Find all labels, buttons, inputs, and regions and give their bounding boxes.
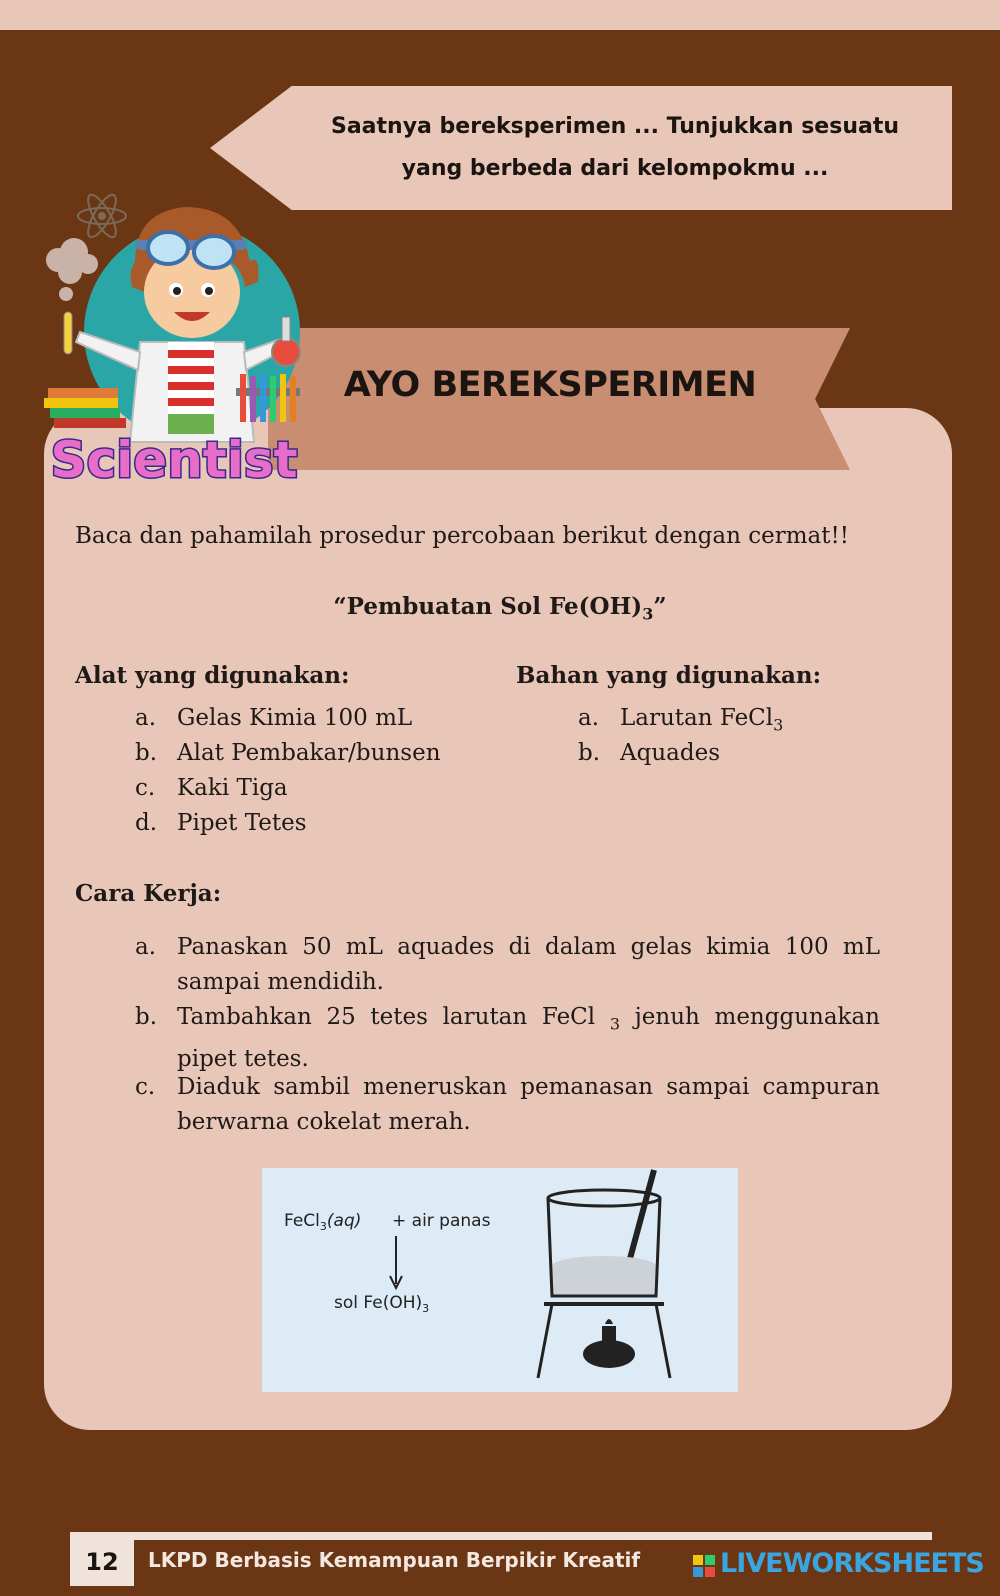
procedure-step: a. Panaskan 50 mL aquades di dalam gelas kimia 100 mL sampai mendidih. xyxy=(135,934,880,995)
page-number: 12 xyxy=(70,1540,134,1586)
liveworksheets-brand[interactable]: LIVEWORKSHEETS xyxy=(720,1548,984,1579)
procedure-step: b. Tambahkan 25 tetes larutan FeCl $_3$ jenuh menggunakan pipet tetes. xyxy=(135,1004,880,1072)
material-item: b. Aquades xyxy=(578,740,720,766)
tool-item: a. Gelas Kimia 100 mL xyxy=(135,705,413,731)
intro-line-1: Saatnya bereksperimen ... Tunjukkan sesuatu xyxy=(330,114,900,139)
procedure-step: c. Diaduk sambil meneruskan pemanasan sampai campuran berwarna cokelat merah. xyxy=(135,1074,880,1135)
tools-heading: Alat yang digunakan: xyxy=(75,662,350,689)
tool-item: c. Kaki Tiga xyxy=(135,775,288,801)
intro-line-2: yang berbeda dari kelompokmu ... xyxy=(401,156,829,181)
tool-item: b. Alat Pembakar/bunsen xyxy=(135,740,441,766)
instruction: Baca dan pahamilah prosedur percobaan berikut dengan cermat!! xyxy=(75,523,849,549)
experiment-title: “Pembuatan Sol $Fe(OH)_3$” xyxy=(333,593,667,624)
figure-plus: + air panas xyxy=(392,1211,491,1231)
scientist-illustration xyxy=(40,192,310,502)
tool-item: d. Pipet Tetes xyxy=(135,810,307,836)
footer-line xyxy=(70,1532,932,1540)
section-title: AYO BEREKSPERIMEN xyxy=(343,365,757,405)
beaker-apparatus-icon xyxy=(538,1170,670,1378)
experiment-figure xyxy=(262,1168,738,1392)
atom-icon xyxy=(78,192,126,241)
intro-text xyxy=(295,106,935,190)
procedure-heading: Cara Kerja: xyxy=(75,880,222,907)
figure-product: sol $Fe(OH)_3$ xyxy=(334,1293,430,1315)
books-icon xyxy=(44,388,126,428)
arrow-down-icon xyxy=(390,1236,402,1288)
top-band xyxy=(0,0,1000,30)
smoke-icon xyxy=(46,238,98,301)
scientist-badge: Scientist xyxy=(50,431,298,489)
liveworksheets-logo-icon xyxy=(693,1555,715,1577)
footer-title: LKPD Berbasis Kemampuan Berpikir Kreatif xyxy=(148,1548,641,1572)
material-item: a. Larutan FeCl$_3$ xyxy=(578,705,784,735)
figure-reactant: FeCl$_3$(aq) xyxy=(284,1211,362,1233)
materials-heading: Bahan yang digunakan: xyxy=(516,662,822,689)
